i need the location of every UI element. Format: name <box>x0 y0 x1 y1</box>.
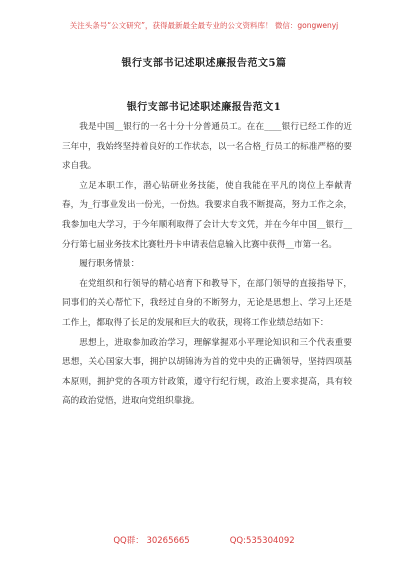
header-banner: 关注头条号“公文研究”，获得最新最全最专业的公文资料库！ 微信：gongwenyj <box>69 21 339 30</box>
paragraph-ideology: 思想上，进取参加政治学习，理解掌握邓小平理论知识和三个代表重要思想，关心国家大事，拥护以胡锦涛为首的党中央的正确领导，坚持四项基本原则，拥护党的各项方针政策，遵守行纪行规，政治上要求提高，具有较高的政治觉悟，进取向党组织靠拢。 <box>62 337 352 407</box>
footer-contact <box>0 534 408 546</box>
footer-qq-number: QQ:535304092 <box>229 536 295 546</box>
paragraph-duty-heading: 履行职务情景： <box>79 259 140 270</box>
footer-qq-group: QQ群： 30265665 <box>113 536 190 546</box>
section-title: 银行支部书记述职述廉报告范文1 <box>126 102 282 113</box>
paragraph-intro: 我是中国__银行的一名十分十分普通员工。在在____银行已经工作的近三年中，我始终坚持着良好的工作状态，以一名合格_行员工的标准严格的要求自我。 <box>62 122 352 172</box>
paragraph-work: 立足本职工作，潜心钻研业务技能，使自我能在平凡的岗位上奉献青春，为_行事业发出一份光，一份热。我要求自我不断提高，努力工作之余，我参加电大学习，于今年顺利取得了会计大专文凭，并在今年中国__银行__分行第七届业务技术比赛牡丹卡申请表信息输入比赛中获得__市第一名。 <box>62 180 352 250</box>
paragraph-summary: 在党组织和行领导的精心培育下和教导下，在部门领导的直接指导下，同事们的关心帮忙下，我经过自身的不断努力，无论是思想上、学习上还是工作上，都取得了长足的发展和巨大的收获，现将工作业绩总结如下： <box>62 278 352 328</box>
document-title: 银行支部书记述职述廉报告范文5篇 <box>121 58 287 69</box>
document-body <box>62 118 352 412</box>
